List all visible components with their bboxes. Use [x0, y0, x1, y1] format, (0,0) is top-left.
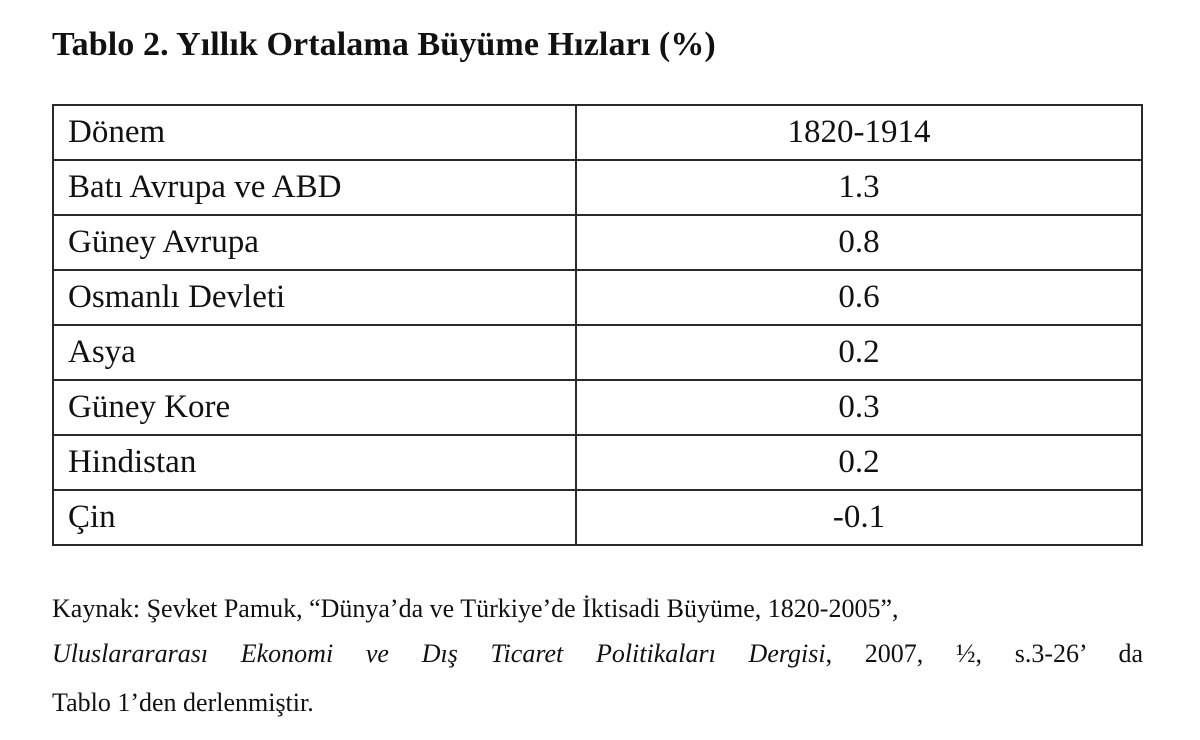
source-line-2: [52, 631, 1143, 676]
table-header-row: [53, 105, 1142, 160]
row-value: 0.6: [576, 270, 1142, 325]
row-value: 0.2: [576, 325, 1142, 380]
table-row: [53, 160, 1142, 215]
table-row: [53, 490, 1142, 545]
table-row: [53, 435, 1142, 490]
row-label: Çin: [53, 490, 576, 545]
table-row: [53, 380, 1142, 435]
journal-title: Uluslarararası Ekonomi ve Dış Ticaret Politikaları Dergisi: [52, 639, 826, 668]
row-value: 0.3: [576, 380, 1142, 435]
row-value: 0.2: [576, 435, 1142, 490]
source-line-1: Kaynak: Şevket Pamuk, “Dünya’da ve Türkiye’de İktisadi Büyüme, 1820-2005”,: [52, 594, 899, 623]
row-label: Osmanlı Devleti: [53, 270, 576, 325]
row-value: -0.1: [576, 490, 1142, 545]
source-note: [52, 586, 1143, 725]
source-line-3: Tablo 1’den derlenmiştir.: [52, 688, 314, 717]
row-value: 0.8: [576, 215, 1142, 270]
source-citation-details: , 2007, ½, s.3-26’ da: [825, 639, 1144, 668]
row-label: Güney Avrupa: [53, 215, 576, 270]
table-row: [53, 215, 1142, 270]
table-title: Tablo 2. Yıllık Ortalama Büyüme Hızları (%): [52, 26, 716, 63]
row-label: Hindistan: [53, 435, 576, 490]
row-value: 1.3: [576, 160, 1142, 215]
header-period-label: Dönem: [53, 105, 576, 160]
table-row: [53, 325, 1142, 380]
table-row: [53, 270, 1142, 325]
header-period-value: 1820-1914: [576, 105, 1142, 160]
row-label: Güney Kore: [53, 380, 576, 435]
growth-rate-table: [52, 104, 1143, 546]
row-label: Batı Avrupa ve ABD: [53, 160, 576, 215]
row-label: Asya: [53, 325, 576, 380]
